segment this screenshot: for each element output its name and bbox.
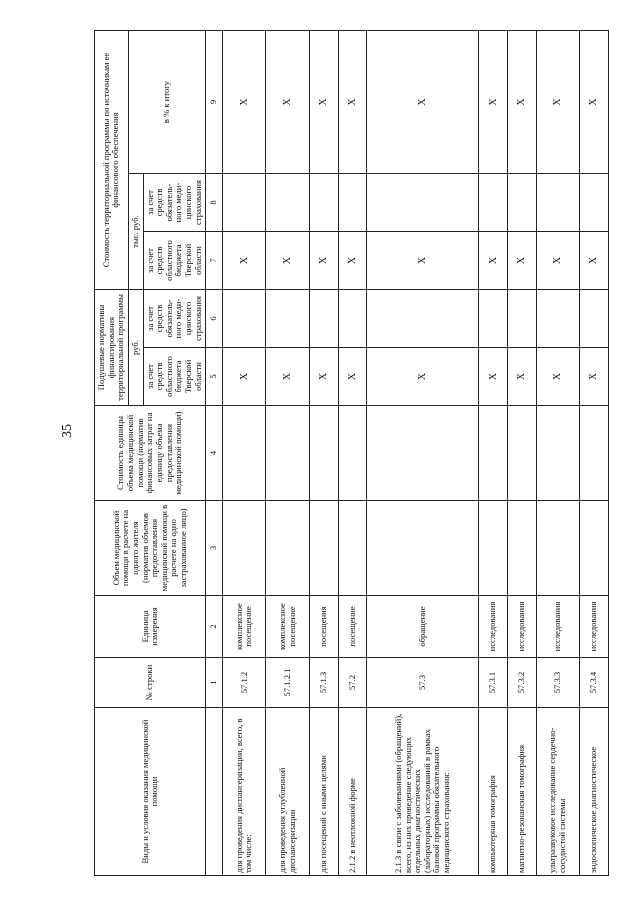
row-oms-norm [223,290,266,348]
table-row [536,30,579,875]
row-line-number: 57.2 [338,658,367,708]
table-row [266,30,309,875]
row-cost [508,406,537,501]
row-oms-cost [266,174,309,232]
row-budget-norm: X [266,348,309,406]
col-number: 9 [206,30,223,173]
row-cost [223,406,266,501]
row-budget-cost: X [223,232,266,290]
row-unit: посещения [309,596,338,658]
row-percent: X [266,30,309,173]
row-volume [580,501,609,596]
table-row [508,30,537,875]
row-oms-norm [508,290,537,348]
row-line-number: 57.3.1 [479,658,508,708]
col-number: 3 [206,501,223,596]
row-name: для проведения диспансеризации, всего, в том числе: [223,708,266,876]
row-budget-cost: X [266,232,309,290]
row-budget-norm: X [508,348,537,406]
row-percent: X [338,30,367,173]
row-line-number: 57.1.2 [223,658,266,708]
header-oms-norm: за счет средств обязатель-ного меди-цинского страхования [143,290,206,348]
row-line-number: 57.3.2 [508,658,537,708]
col-number: 7 [206,232,223,290]
row-budget-norm: X [367,348,479,406]
col-number: 5 [206,348,223,406]
row-cost [309,406,338,501]
row-line-number: 57.3.3 [536,658,579,708]
header-row-1 [95,30,129,875]
page-number: 35 [60,424,75,438]
row-oms-norm [367,290,479,348]
row-name: эндоскопическое диагностическое [580,708,609,876]
row-oms-cost [309,174,338,232]
row-unit: комплексное посещение [266,596,309,658]
header-norms-group: Подушевые нормативы финансирования территориальной программы [95,290,129,406]
row-percent: X [367,30,479,173]
row-oms-cost [508,174,537,232]
header-volume: Объем медицинской помощи в расчете на одного жителя (норматив объемов предоставления медицинской помощи в расчете на одно застрахованное лицо) [95,501,206,596]
row-name: компьютерная томография [479,708,508,876]
row-percent: X [508,30,537,173]
row-cost [479,406,508,501]
header-cost: Стоимость единицы объема медицинской помощи (норматив финансовых затрат на единицу объема предоставления медицинской помощи) [95,406,206,501]
header-type: Виды и условия оказания медицинской помощи [95,708,206,876]
row-oms-norm [338,290,367,348]
row-unit: посещение [338,596,367,658]
row-line-number: 57.1.2.1 [266,658,309,708]
row-unit: исследования [479,596,508,658]
row-budget-cost: X [338,232,367,290]
row-volume [266,501,309,596]
row-volume [508,501,537,596]
header-unit: Единица измерения [95,596,206,658]
row-budget-cost: X [580,232,609,290]
col-number: 1 [206,658,223,708]
table-row [479,30,508,875]
row-unit: исследования [536,596,579,658]
row-name: ультразвуковое исследование сердечно-сосудистой системы [536,708,579,876]
table-row [223,30,266,875]
row-unit: комплексное посещение [223,596,266,658]
row-oms-norm [580,290,609,348]
row-budget-cost: X [367,232,479,290]
row-cost [580,406,609,501]
row-unit: обращение [367,596,479,658]
row-line-number: 57.3.4 [580,658,609,708]
row-name: для проведения углубленной диспансеризации [266,708,309,876]
col-number: 6 [206,290,223,348]
row-oms-norm [266,290,309,348]
row-budget-norm: X [309,348,338,406]
row-cost [338,406,367,501]
row-budget-norm: X [536,348,579,406]
row-cost [367,406,479,501]
column-numbers-row [206,30,223,875]
row-budget-cost: X [309,232,338,290]
row-name: 2.1.3 в связи с заболеваниями (обращений), всего, из них проведение следующих отдельных диагностических (лабораторных) исследований в рамках базовой программы обязательного медицинского страхования: [367,708,479,876]
row-oms-cost [223,174,266,232]
row-name: магнитно-резонансная томография [508,708,537,876]
row-unit: исследования [508,596,537,658]
col-number: 4 [206,406,223,501]
col-number-blank [206,708,223,876]
col-number: 2 [206,596,223,658]
header-percent: в % к итогу [128,30,205,173]
row-oms-cost [580,174,609,232]
row-oms-cost [367,174,479,232]
row-oms-cost [536,174,579,232]
row-line-number: 57.3 [367,658,479,708]
row-oms-norm [536,290,579,348]
row-budget-cost: X [536,232,579,290]
header-budget-norm: за счет средств областного бюджета Тверской области [143,348,206,406]
row-budget-cost: X [479,232,508,290]
row-oms-norm [479,290,508,348]
col-number: 8 [206,174,223,232]
header-rub: руб. [128,290,143,406]
row-unit: исследования [580,596,609,658]
header-budget-cost: за счет средств областного бюджета Тверской области [143,232,206,290]
financing-table [94,30,609,876]
row-percent: X [536,30,579,173]
row-cost [266,406,309,501]
table-row [309,30,338,875]
row-name: для посещений с иными целями [309,708,338,876]
row-volume [367,501,479,596]
row-budget-norm: X [338,348,367,406]
row-oms-norm [309,290,338,348]
table-row [367,30,479,875]
row-volume [536,501,579,596]
rotated-table-container [94,31,609,876]
header-thousand-rub: тыс. руб. [128,174,143,290]
row-oms-cost [479,174,508,232]
row-budget-cost: X [508,232,537,290]
row-volume [479,501,508,596]
row-line-number: 57.1.3 [309,658,338,708]
row-budget-norm: X [580,348,609,406]
table-row [580,30,609,875]
row-volume [309,501,338,596]
row-percent: X [223,30,266,173]
header-cost-group: Стоимость территориальной программы по источникам ее финансового обеспечения [95,30,129,289]
row-percent: X [580,30,609,173]
row-percent: X [479,30,508,173]
row-budget-norm: X [479,348,508,406]
row-budget-norm: X [223,348,266,406]
row-oms-cost [338,174,367,232]
table-row [338,30,367,875]
row-name: 2.1.2 в неотложной форме [338,708,367,876]
row-volume [223,501,266,596]
header-oms-cost: за счет средств обязатель-ного меди-цинского страхования [143,174,206,232]
header-line: № строки [95,658,206,708]
row-cost [536,406,579,501]
row-volume [338,501,367,596]
row-percent: X [309,30,338,173]
